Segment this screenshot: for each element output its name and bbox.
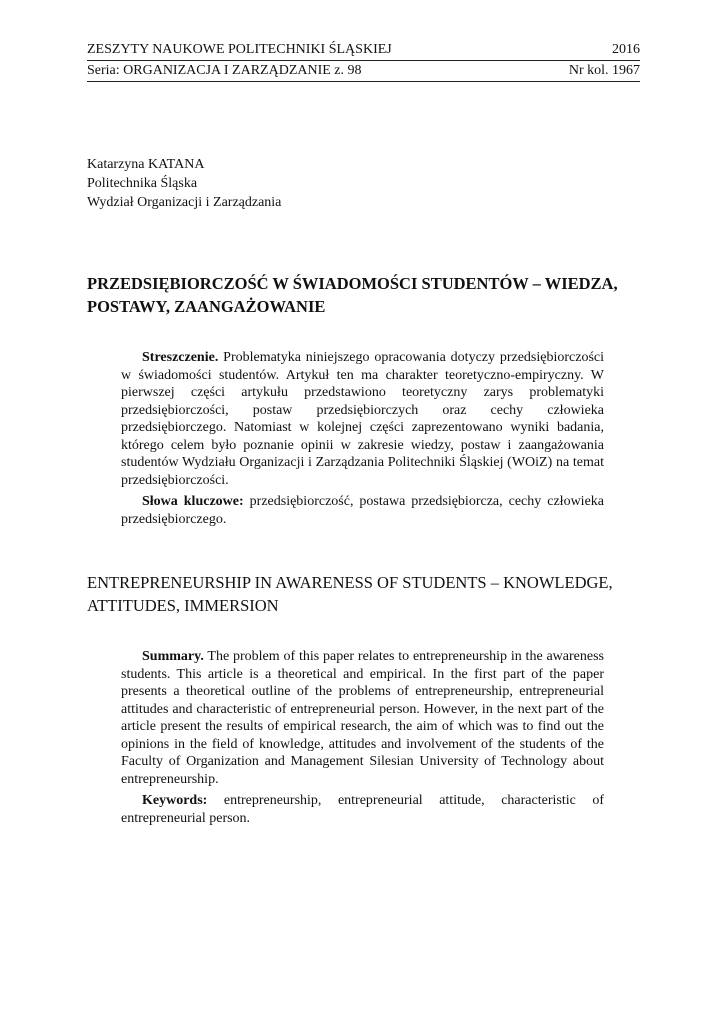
abstract-english-body bbox=[121, 648, 604, 788]
abstract-english-text: The problem of this paper relates to entrepreneurship in the awareness students. This article is a theoretical and empirical. In the first part of the paper presents a theoretical outline of the problems of entrepreneurship, entrepreneurial attitudes and characteristic of entrepreneurial person. However, in the next part of the article present the results of empirical research, the aim of which was to find out the opinions in the field of knowledge, attitudes and involvement of the students of the Faculty of Organization and Management Silesian University of Technology about entrepreneurship. bbox=[121, 649, 604, 787]
running-header-series bbox=[87, 63, 640, 79]
abstract-polish-label: Streszczenie. bbox=[142, 350, 219, 365]
keywords-english bbox=[121, 792, 604, 827]
keywords-english-label: Keywords: bbox=[142, 793, 208, 808]
abstract-polish bbox=[121, 349, 604, 528]
journal-year: 2016 bbox=[612, 42, 640, 57]
keywords-english-text: entrepreneurship, entrepreneurial attitude, characteristic of entrepreneurial person. bbox=[121, 793, 605, 826]
abstract-polish-body bbox=[121, 349, 604, 489]
keywords-polish bbox=[121, 493, 604, 528]
author-faculty: Wydział Organizacji i Zarządzania bbox=[87, 195, 282, 210]
abstract-polish-text: Problematyka niniejszego opracowania dotyczy przedsiębiorczości w świadomości studentów. Artykuł ten ma charakter teoretyczno-empiryczny. W pierwszej części artykułu przedstawiono teoretyczny zarys problematyki przedsiębiorczości, postaw przedsiębiorczych oraz cechy człowieka przedsiębiorczego. Natomiast w kolejnej części zaprezentowano wyniki badania, którego celem było poznanie opinii w zakresie wiedzy, postaw i zaangażowania studentów Wydziału Organizacji i Zarządzania Politechniki Śląskiej (WOiZ) na temat przedsiębiorczości. bbox=[121, 350, 604, 488]
abstract-english bbox=[121, 648, 604, 827]
title-polish: PRZEDSIĘBIORCZOŚĆ W ŚWIADOMOŚCI STUDENTÓW – WIEDZA, POSTAWY, ZAANGAŻOWANIE bbox=[87, 274, 618, 316]
running-header-journal bbox=[87, 42, 640, 58]
title-english: ENTREPRENEURSHIP IN AWARENESS OF STUDENTS – KNOWLEDGE, ATTITUDES, IMMERSION bbox=[87, 573, 613, 615]
issue-number: Nr kol. 1967 bbox=[568, 63, 640, 78]
author-name: Katarzyna KATANA bbox=[87, 157, 205, 172]
header-rule-bottom bbox=[87, 81, 640, 82]
header-rule-top bbox=[87, 60, 640, 61]
author-block bbox=[87, 155, 281, 212]
author-university: Politechnika Śląska bbox=[87, 176, 198, 191]
keywords-polish-label: Słowa kluczowe: bbox=[142, 494, 244, 509]
journal-name: ZESZYTY NAUKOWE POLITECHNIKI ŚLĄSKIEJ bbox=[87, 42, 392, 57]
abstract-english-label: Summary. bbox=[142, 649, 204, 664]
keywords-polish-text: przedsiębiorczość, postawa przedsiębiorcza, cechy człowieka przedsiębiorczego. bbox=[121, 494, 604, 527]
series-name: Seria: ORGANIZACJA I ZARZĄDZANIE z. 98 bbox=[87, 63, 362, 78]
